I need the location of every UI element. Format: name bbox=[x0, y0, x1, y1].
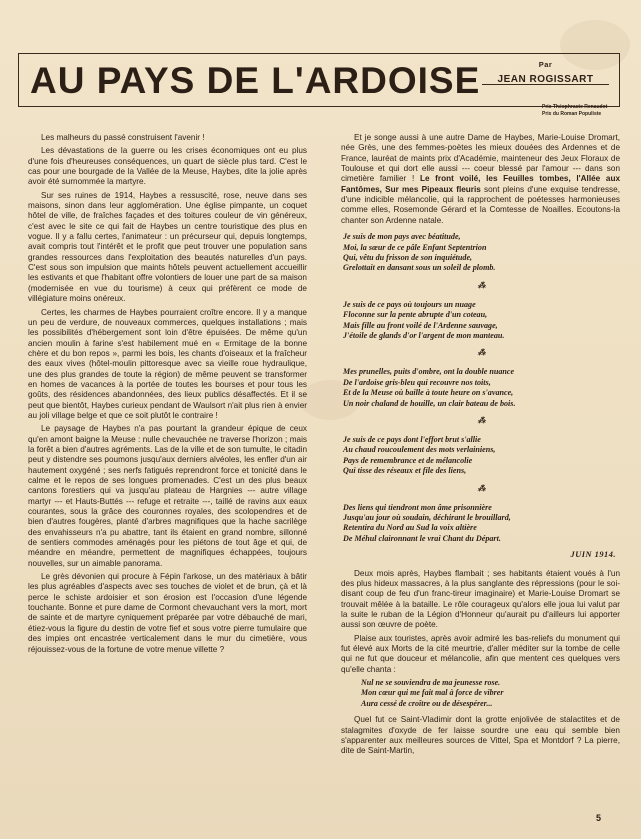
poem-stanza bbox=[343, 503, 620, 545]
author-prizes bbox=[542, 104, 622, 118]
paragraph: Le paysage de Haybes n'a pas pourtant la grandeur épique de ceux qu'en amont baigne la Meuse : nulle chevauchée ne traverse l'horizon ; mais la forêt a bien d'autres agréments. Las de la ville et de son tumulte, le citadin peut y distendre ses poumons jusqu'aux derniers alvéoles, les enfler d'un air hautement oxygéné ; ses nerfs fatigués reprendront force et tonicité dans le calme et le repos de ses longues promenades. C'est un des plus beaux cantons forestiers qui va jusqu'au plateau de Hargnies --- autre village martyr --- et Hauts-Buttés --- refuge et retraite ---, taillé de ravins aux eaux courantes, sous la grâce des couronnes royales, des scolopendres et de bien d'autres fougères, planté d'arbres magnifiques que la hache sacrilège des envahisseurs n'a pu abattre, tant ils étaient en grand nombre, sillonné de sentiers commodes aménagés pour les piétons de tout âge et qui, de méandre en méandre, permettent de magnifiques échappées, toujours nouvelles, sur un aimable panorama. bbox=[28, 424, 307, 568]
paragraph-text: Et je songe aussi à une autre Dame de Haybes, Marie-Louise Dromart, née Grès, une des femmes-poètes les mieux douées des Ardennes et de France, lauréat de maints prix d'Académie, mainteneur des Jeux Floraux de Toulouse et qui dort elle aussi --- coeur blessé par l'amour --- dans son cimetière familier ! bbox=[341, 133, 620, 184]
poem-line: Grelottait en dansant sous un soleil de plomb. bbox=[343, 263, 496, 273]
stanza-separator: ⁂ bbox=[477, 348, 486, 358]
poem-line: Et de la Meuse où baille à toute heure on s'avance, bbox=[343, 388, 514, 398]
poem-stanza bbox=[343, 367, 620, 409]
poem-line: Un noir chaland de houille, un clair bateau de bois. bbox=[343, 398, 516, 408]
poem-line: Je suis de mon pays avec béatitude, bbox=[343, 232, 461, 242]
paragraph: Deux mois après, Haybes flambait ; ses habitants étaient voués à l'un des plus hideux massacres, à la plus sanglante des répressions (pour le soi-disant coup de feu d'un franc-tireur imaginaire) et Marie-Louise Dromart se trouvait mêlée à la bataille. Le rôle courageux qu'alors elle joua lui valut par la suite le ruban de la Légion d'Honneur qu'aurait pu d'ailleurs lui apporter aussi son œuvre de poète. bbox=[341, 568, 620, 630]
poem-stanza bbox=[343, 300, 620, 342]
paragraph: Certes, les charmes de Haybes pourraient croître encore. Il y a manque un peu de verdure, de nouveaux commerces, quelques installations ; mais les possibilités d'hébergement sont loin d'être épuisées. De même qu'un ancien moulin à farine s'est habilement mué en « Ermitage de la bonne chère et du bon repos », parmi les bois, les chants d'oiseaux et la fraîcheur des eaux vives (hôtel-moulin pittoresque avec sa vieille roue hydraulique, une des plus grandes de toute la région) de même peuvent se transformer en homes de vacances à la portée de toutes les bourses et pour tous les goûts, des résidences abandonnées, des lieux publics désaffectés. Et il se peut que bientôt, Haybes curieux pendant de Waulsort n'ait plus rien à envier au joli village belge et que ce soit plutôt le contraire ! bbox=[28, 307, 307, 420]
poem-line: J'étoile de glands d'or l'argent de mon manteau. bbox=[343, 330, 505, 340]
poem-line: Moi, la sœur de ce pâle Enfant Septentrion bbox=[343, 242, 487, 252]
poem-line: Je suis de ce pays où toujours un nuage bbox=[343, 299, 476, 309]
poem-line: Qui tisse des réseaux et file des liens, bbox=[343, 466, 467, 476]
book-titles: Le front voilé, les Feuilles tombes, l'Allée aux Fantômes, Sur mes Pipeaux fleuris bbox=[341, 174, 620, 194]
paragraph: Sur ses ruines de 1914, Haybes a ressuscité, rose, neuve dans ses maisons, sinon dans leur agglomération. Une église pimpante, un coquet hôtel de ville, de fraîches façades et des toitures couleur de vin généreux, c'est avec le site ce qui fait de Haybes un centre touristique des plus en vogue. Il y a fallu certes, l'animateur : un précurseur qui, depuis longtemps, avait compris tout l'intérêt et le profit que peut trouver une population sans grandes ressources dans l'exploitation des beautés naturelles d'un pays. C'est sous son impulsion que maints hôtels peuvent actuellement accueillir les estivants et que l'habitant offre volontiers de louer une part de sa maison (modernisée en vue du tourisme) à ceux qui préfèrent ce mode de villégiature moins onéreux. bbox=[28, 190, 307, 304]
byline bbox=[474, 60, 617, 96]
left-column bbox=[28, 133, 307, 658]
poem-line: Aura cessé de croître ou de désespérer... bbox=[361, 698, 493, 708]
paragraph: Les dévastations de la guerre ou les crises économiques ont eu plus d'une fois d'heureuses conséquences, un quart de siècle plus tard. C'est le cas pour une bourgade de la Vallée de la Meuse, Haybes, dite la jolie après avoir été surnommée la martyre. bbox=[28, 146, 307, 187]
byline-rule bbox=[482, 84, 609, 85]
poem bbox=[343, 232, 620, 561]
paragraph: Les malheurs du passé construisent l'avenir ! bbox=[41, 133, 205, 142]
paragraph-text: sont pleins d'une exquise tendresse, d'une indicible mélancolie, qui la rapprochent de poétesses harmonieuses comme elles, Rosemonde Gérard et la Comtesse de Noailles. Ecoutons-la chanter son Ardenne natale. bbox=[341, 184, 620, 225]
stanza-separator: ⁂ bbox=[477, 483, 486, 493]
poem-line: Nul ne se souviendra de ma jeunesse rose. bbox=[361, 678, 501, 688]
poem-line: Qui, vêtu du frisson de son inquiétude, bbox=[343, 252, 473, 262]
poem-date: JUIN 1914. bbox=[570, 550, 616, 560]
poem-line: Jusqu'au jour où soudain, déchirant le brouillard, bbox=[343, 513, 511, 522]
poem-line: Mais fille au front voilé de l'Ardenne sauvage, bbox=[343, 320, 498, 330]
poem-line: Floconne sur la pente abrupte d'un coteau, bbox=[343, 310, 488, 320]
poem-stanza bbox=[343, 232, 620, 274]
poem-line: Au chaud roucoulement des mots verlainiens, bbox=[343, 445, 496, 455]
paragraph: Le grès dévonien qui procure à Fépin l'arkose, un des matériaux à bâtir les plus agréables d'aspects avec ses touches de violet et de brun, çà et là perce le schiste ardoisier et son érosion est l'occasion d'une légende touchante. Bonne et pure dame de Cormont chevauchant vers la mort, mort de sainte et de martyre cyniquement préparée par votre débauché de mari, étiez-vous la figure du destin de votre fief et sous votre pierre tumulaire que des impies ont encastrée verticalement dans le mur du cimetière, vous réjouissez-vous de la fortune de votre menue villette ? bbox=[28, 572, 307, 654]
article-title: AU PAYS DE L'ARDOISE bbox=[30, 60, 481, 101]
byline-prefix: Par bbox=[538, 60, 553, 69]
prize-line: Prix du Roman Populiste bbox=[542, 111, 602, 117]
prize-line: Prix Théophraste Renaudot bbox=[542, 104, 608, 110]
poem-line: Mon cœur qui me fait mal à force de vibrer bbox=[361, 688, 504, 698]
paragraph bbox=[341, 133, 620, 226]
short-poem bbox=[361, 678, 620, 709]
stanza-separator: ⁂ bbox=[477, 280, 486, 290]
poem-line: Retentira du Nord au Sud la voix altière bbox=[343, 523, 477, 533]
paragraph: Plaise aux touristes, après avoir admiré les bas-reliefs du monument qui fut élevé aux Morts de la cité meurtrie, d'aller méditer sur la tombe de celle qui ne fut que douceur et mélancolie, afin que mentent ces quelques vers qu'elle chanta : bbox=[341, 633, 620, 674]
stanza-separator: ⁂ bbox=[477, 415, 486, 425]
poem-line: De l'ardoise gris-bleu qui recouvre nos toits, bbox=[343, 377, 491, 387]
page-number: 5 bbox=[596, 813, 602, 823]
author-name: JEAN ROGISSART bbox=[497, 74, 594, 85]
paragraph: Quel fut ce Saint-Vladimir dont la grotte enjolivée de stalactites et de stalagmites d'oxyde de fer laisse sourdre une eau qui semble bien s'apparenter aux meilleures sources de Vittel, Spa et Montdorf ? La pierre, dite de Saint-Martin, bbox=[341, 715, 620, 756]
poem-stanza bbox=[343, 435, 620, 477]
poem-line: De Méhul claironnant le vrai Chant du Départ. bbox=[343, 533, 501, 543]
poem-line: Pays de remembrance et de mélancolie bbox=[343, 455, 473, 465]
right-column bbox=[341, 133, 620, 760]
poem-line: Des liens qui tiendront mon âme prisonnière bbox=[343, 502, 492, 512]
poem-line: Je suis de ce pays dont l'effort brut s'allie bbox=[343, 434, 481, 444]
poem-line: Mes prunelles, puits d'ombre, ont la double nuance bbox=[343, 367, 515, 377]
